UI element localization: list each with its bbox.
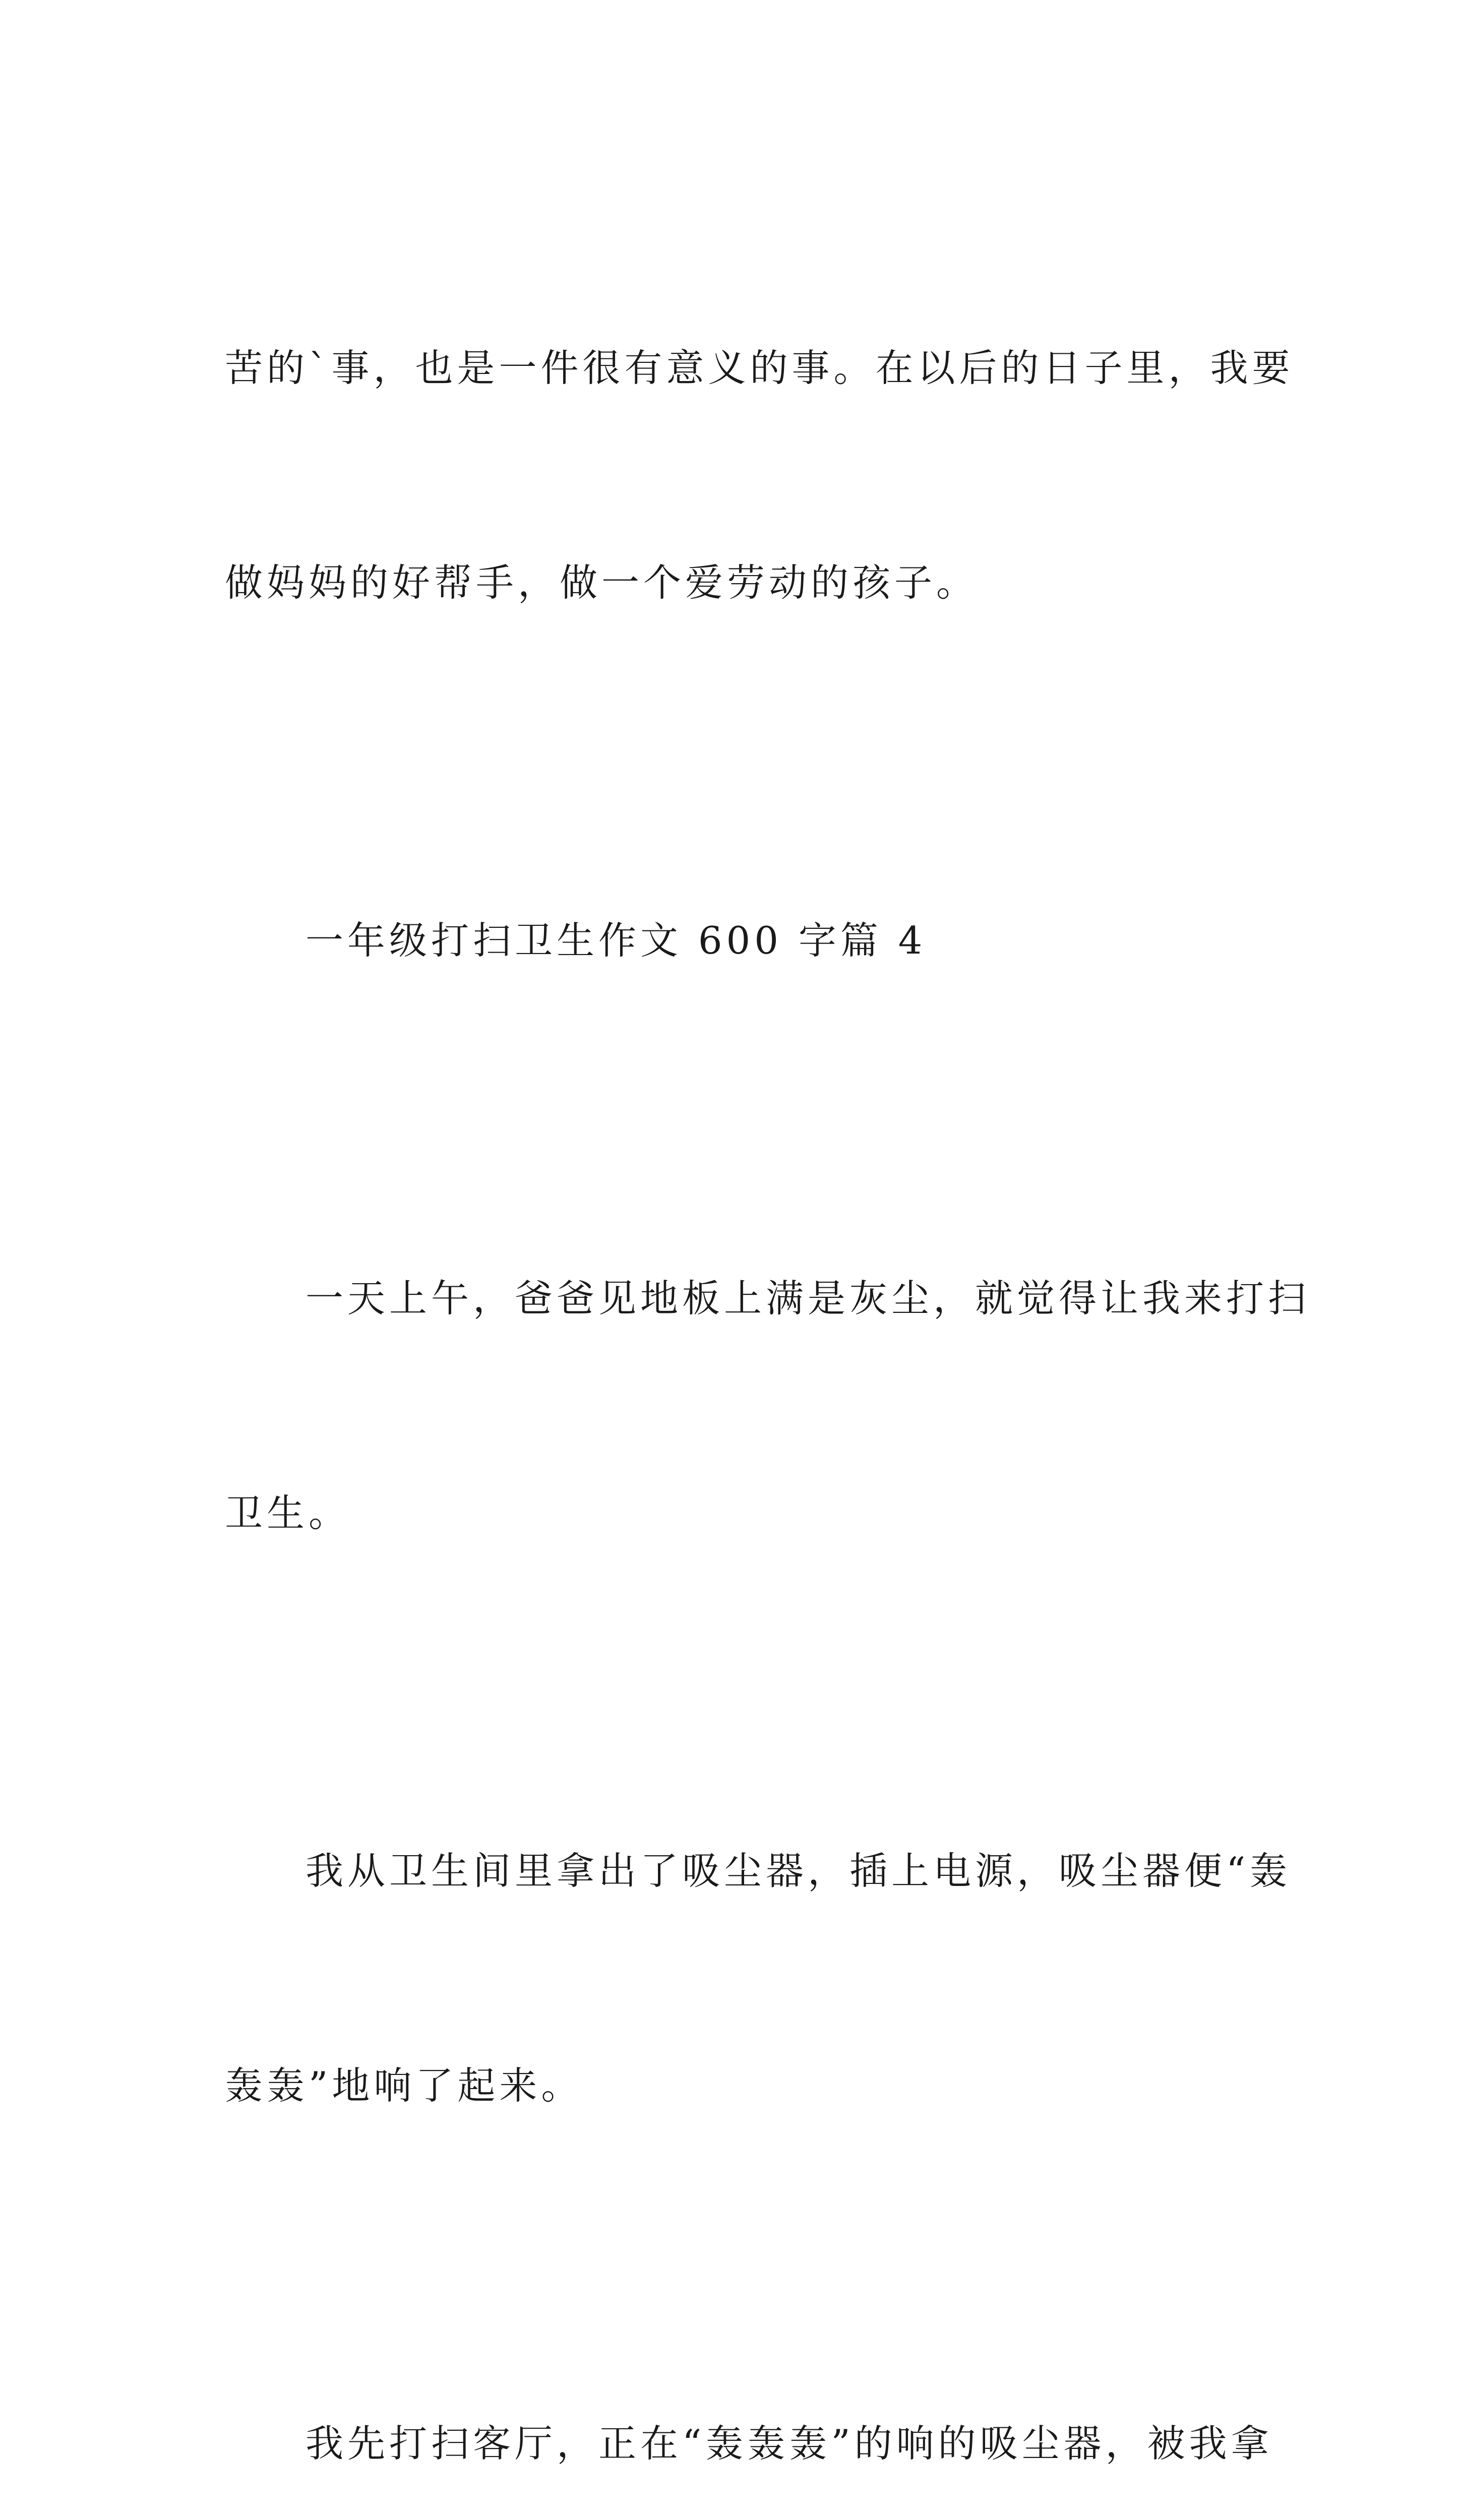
text-line: 我先打扫客厅，正在“轰轰轰”的响的吸尘器，被我拿 bbox=[306, 2421, 1273, 2466]
text-line: 做妈妈的好帮手，做一个爱劳动的孩子。 bbox=[225, 560, 979, 605]
paragraph-3 bbox=[225, 1119, 1310, 1692]
paragraph-5 bbox=[225, 2264, 1273, 2520]
paragraph-1 bbox=[225, 189, 1294, 762]
text-line: 苦的`事，也是一件很有意义的事。在以后的日子里，我要 bbox=[225, 346, 1294, 390]
paragraph-4 bbox=[225, 1692, 1292, 2264]
heading-text: 一年级打扫卫生作文 600 字篇 4 bbox=[306, 918, 927, 963]
text-line: 轰轰”地响了起来。 bbox=[225, 2063, 583, 2108]
text-line: 卫生。 bbox=[225, 1491, 351, 1535]
document-body bbox=[225, 189, 1310, 2520]
text-line: 我从卫生间里拿出了吸尘器，插上电源，吸尘器便“轰 bbox=[306, 1849, 1292, 1893]
text-line: 一天上午，爸爸见地板上满是灰尘，就觉得让我来打扫 bbox=[306, 1276, 1310, 1320]
section-heading bbox=[225, 762, 1253, 1119]
